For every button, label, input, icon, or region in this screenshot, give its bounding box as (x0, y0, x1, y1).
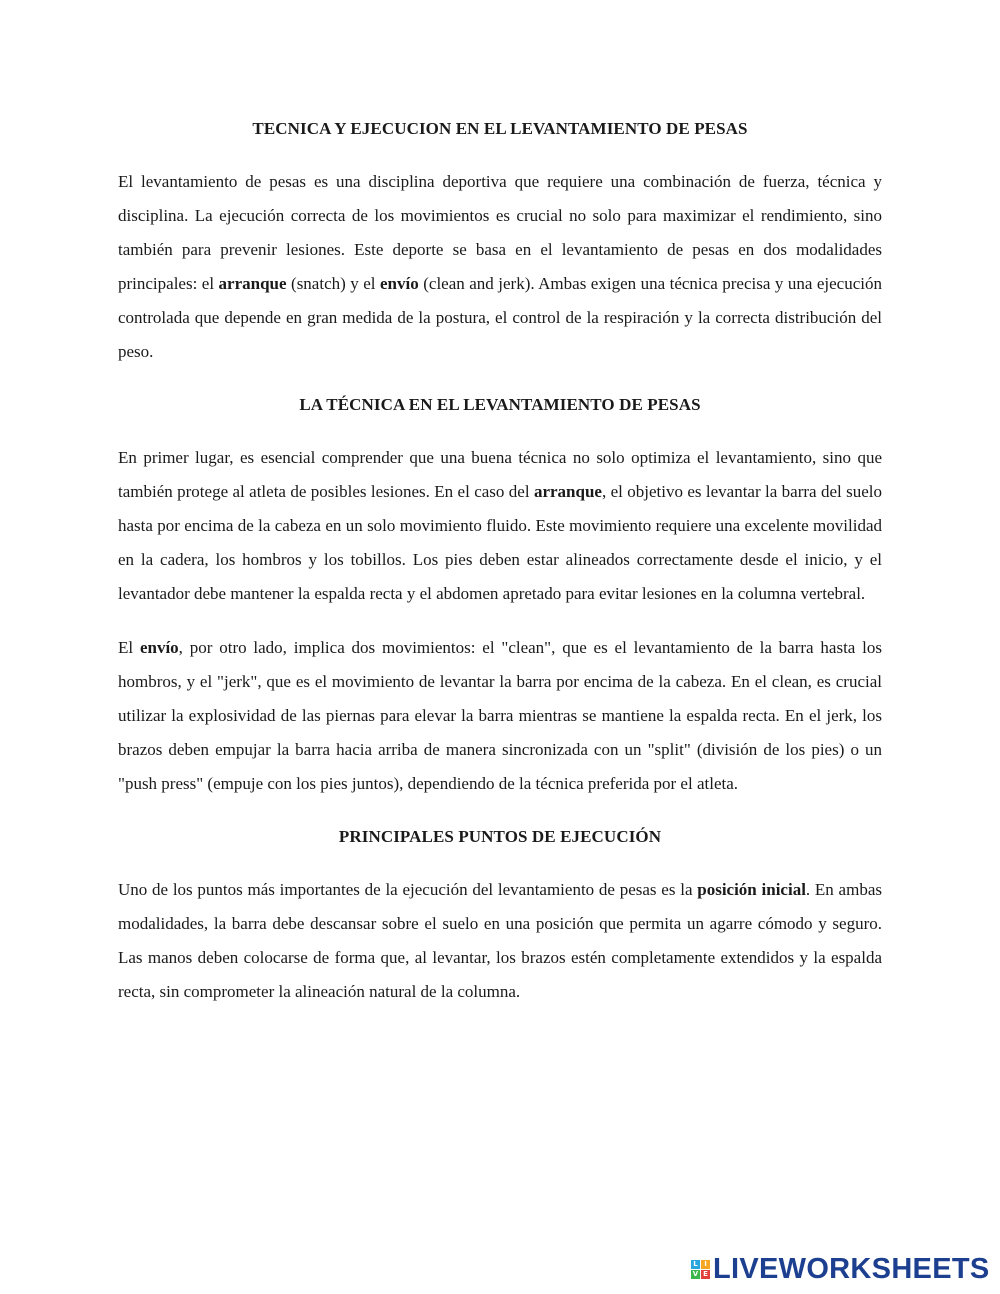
liveworksheets-logo-text: LIVEWORKSHEETS (713, 1253, 990, 1285)
liveworksheets-logo-icon (691, 1260, 710, 1279)
logo-letter-l: L (691, 1260, 700, 1269)
logo-letter-e: E (701, 1270, 710, 1279)
ejecucion-paragraph-1 (118, 873, 882, 1009)
tecnica-paragraph-2 (118, 631, 882, 801)
tecnica-p1-text-2: , el objetivo es levantar la barra del suelo hasta por encima de la cabeza en un solo movimiento fluido. Este movimiento requiere una excelente movilidad en la cadera, los hombros y los tobillos. Los pies deben estar alineados correctamente desde el inicio, y el levantador debe mantener la espalda recta y el abdomen apretado para evitar lesiones en la columna vertebral. (118, 482, 882, 603)
intro-text-2: (snatch) y el (286, 274, 381, 293)
tecnica-p1-bold-arranque: arranque (533, 482, 602, 501)
ejecucion-p1-text-1: Uno de los puntos más importantes de la ejecución del levantamiento de pesas es la (118, 880, 698, 899)
intro-bold-envio: envío (380, 274, 419, 293)
intro-text-1: El levantamiento de pesas es una disciplina deportiva que requiere una combinación de fuerza, técnica y disciplina. La ejecución correcta de los movimientos es crucial no solo para maximizar el rendimiento, sino también para prevenir lesiones. Este deporte se basa en el levantamiento de pesas en dos modalidades principales: el (118, 172, 882, 293)
logo-letter-v: V (692, 1269, 699, 1278)
tecnica-p2-text-1: El (118, 638, 140, 657)
document-page (118, 112, 882, 1009)
intro-bold-arranque: arranque (218, 274, 287, 293)
liveworksheets-watermark (691, 1254, 990, 1284)
tecnica-p2-text-2: , por otro lado, implica dos movimientos: el "clean", que es el levantamiento de la barra hasta los hombros, y el "jerk", que es el movimiento de levantar la barra por encima de la cabeza. En el clean, es crucial utilizar la explosividad de las piernas para elevar la barra mientras se mantiene la espalda recta. En el jerk, los brazos deben empujar la barra hacia arriba de manera sincronizada con un "split" (división de los pies) o un "push press" (empuje con los pies juntos), dependiendo de la técnica preferida por el atleta. (118, 638, 882, 793)
tecnica-p2-bold-envio: envío (139, 638, 179, 657)
tecnica-p1-text-1: En primer lugar, es esencial comprender que una buena técnica no solo optimiza el levantamiento, sino que también protege al atleta de posibles lesiones. En el caso del (118, 448, 882, 501)
ejecucion-p1-bold-posicion: posición inicial (697, 880, 806, 899)
intro-text-3: (clean and jerk). Ambas exigen una técnica precisa y una ejecución controlada que depende en gran medida de la postura, el control de la respiración y la correcta distribución del peso. (118, 274, 882, 361)
section-heading-ejecucion: PRINCIPALES PUNTOS DE EJECUCIÓN (338, 827, 662, 846)
logo-letter-i: I (701, 1260, 710, 1269)
section-heading-tecnica: LA TÉCNICA EN EL LEVANTAMIENTO DE PESAS (299, 395, 701, 414)
ejecucion-p1-text-2: . En ambas modalidades, la barra debe descansar sobre el suelo en una posición que permita un agarre cómodo y seguro. Las manos deben colocarse de forma que, al levantar, los brazos estén completamente extendidos y la espalda recta, sin comprometer la alineación natural de la columna. (118, 880, 882, 1001)
tecnica-paragraph-1 (118, 441, 882, 611)
intro-paragraph (118, 165, 882, 369)
document-title: TECNICA Y EJECUCION EN EL LEVANTAMIENTO DE PESAS (252, 119, 748, 138)
